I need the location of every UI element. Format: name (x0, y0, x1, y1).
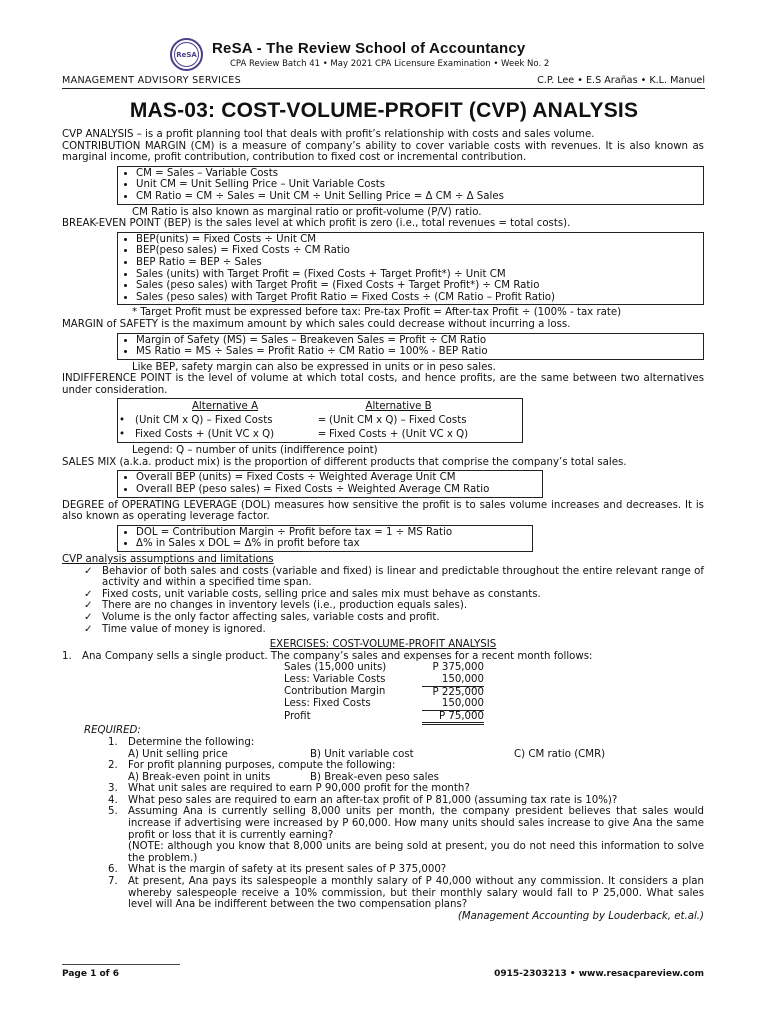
list-item: ✓ Volume is the only factor affecting sales, variable costs and profit. (84, 612, 704, 624)
required-item: What peso sales are required to earn an after-tax profit of P 81,000 (assuming tax rate is 10%)? (128, 794, 618, 806)
table-cell: (Unit CM x Q) – Fixed Costs (329, 415, 467, 427)
source-citation: (Management Accounting by Louderback, et.al.) (457, 910, 704, 922)
list-item: ✓ Fixed costs, unit variable costs, selling price and sales mix must behave as constants. (84, 589, 704, 601)
assumptions-list (62, 566, 704, 636)
question-1 (62, 651, 704, 663)
statement-value: 150,000 (422, 674, 484, 686)
statement-label: Less: Fixed Costs (284, 698, 371, 710)
assumptions-heading: CVP analysis assumptions and limitations (62, 554, 274, 565)
statement-label: Sales (15,000 units) (284, 662, 387, 674)
cm-definition: CONTRIBUTION MARGIN (CM) is a measure of company’s ability to cover variable costs with revenues. It is also known as marginal income, profit contribution, contribution to fixed cost or incremental contribution. (62, 140, 704, 164)
table-cell: Fixed Costs + (Unit VC x Q) (329, 428, 469, 440)
formula-item: • Sales (peso sales) with Target Profit = (Fixed Costs + Target Profit*) ÷ CM Ratio (136, 280, 699, 292)
statement-value: P 75,000 (422, 710, 484, 724)
formula-item: • Overall BEP (peso sales) = Fixed Costs ÷ Weighted Average CM Ratio (136, 484, 538, 496)
logo-text: ReSA (174, 42, 199, 67)
ip-table: Alternative A Alternative B • (Unit CM x Q) – Fixed Costs = (Unit CM x Q) – Fixed Costs • Fixed Costs + (Unit VC x Q) = Fixed Costs + (Unit VC x Q) (119, 401, 469, 440)
page-title: MAS-03: COST-VOLUME-PROFIT (CVP) ANALYSIS (129, 99, 639, 122)
formula-item: • CM Ratio = CM ÷ Sales = Unit CM ÷ Unit Selling Price = Δ CM ÷ Δ Sales (136, 191, 699, 203)
option: B) Break-even peso sales (310, 771, 439, 783)
col-header: Alternative A (191, 401, 259, 413)
statement-label: Profit (284, 711, 311, 723)
required-item: What unit sales are required to earn P 90,000 profit for the month? (128, 783, 470, 795)
exercises-heading: EXERCISES: COST-VOLUME-PROFIT ANALYSIS (269, 639, 497, 651)
formula-item: • Unit CM = Unit Selling Price – Unit Variable Costs (136, 179, 699, 191)
required-note: (NOTE: although you know that 8,000 units are being sold at present, you do not need this information to solve the problem.) (128, 841, 704, 864)
content (62, 129, 704, 922)
option: C) CM ratio (CMR) (514, 748, 606, 760)
formula-item: • CM = Sales – Variable Costs (136, 168, 699, 180)
option: A) Break-even point in units (128, 771, 271, 783)
option: A) Unit selling price (128, 748, 228, 760)
bep-note: * Target Profit must be expressed before tax: Pre-tax Profit = After-tax Profit ÷ (100% - tax rate) (132, 307, 622, 319)
ip-definition: INDIFFERENCE POINT is the level of volume at which total costs, and hence profits, are the same between two alternatives under consideration. (62, 373, 704, 396)
col-header: Alternative B (365, 401, 432, 413)
options-row (128, 749, 704, 761)
option: B) Unit variable cost (310, 748, 414, 760)
bep-formula-box (117, 232, 704, 306)
formula-item: • Overall BEP (units) = Fixed Costs ÷ Weighted Average Unit CM (136, 472, 538, 484)
table-cell: (Unit CM x Q) – Fixed Costs (135, 415, 273, 427)
dol-formula-box (117, 525, 533, 552)
header-rule (62, 88, 705, 89)
sm-definition: SALES MIX (a.k.a. product mix) is the proportion of different products that comprise the company’s total sales. (62, 456, 627, 468)
statement-value: P 375,000 (432, 662, 484, 674)
dol-definition: DEGREE of OPERATING LEVERAGE (DOL) measures how sensitive the profit is to sales volume increases and decreases. It is also known as operating leverage factor. (62, 499, 704, 523)
list-item: ✓ Time value of money is ignored. (84, 624, 704, 636)
authors: C.P. Lee • E.S Arañas • K.L. Manuel (537, 75, 705, 86)
question-text: Ana Company sells a single product. The company’s sales and expenses for a recent month follows: (82, 650, 593, 662)
formula-item: • BEP(peso sales) = Fixed Costs ÷ CM Ratio (136, 245, 699, 257)
mos-definition: MARGIN of SAFETY is the maximum amount by which sales could decrease without incurring a loss. (62, 318, 571, 330)
mos-formula-box (117, 333, 704, 360)
cm-note: CM Ratio is also known as marginal ratio or profit-volume (P/V) ratio. (132, 206, 482, 218)
page-number: Page 1 of 6 (62, 969, 119, 979)
statement-value: 150,000 (422, 698, 484, 710)
list-item: ✓ Behavior of both sales and costs (variable and fixed) is linear and predictable throughout the entire relevant range of activity and within a specified time span. (84, 566, 704, 589)
school-name: ReSA - The Review School of Accountancy (212, 40, 526, 57)
formula-item: • Margin of Safety (MS) = Sales – Breakeven Sales = Profit ÷ CM Ratio (136, 335, 699, 347)
bep-definition: BREAK-EVEN POINT (BEP) is the sales level at which profit is zero (i.e., total revenues = total costs). (62, 218, 571, 230)
required-item: For profit planning purposes, compute the following: (128, 760, 396, 772)
formula-item: • DOL = Contribution Margin ÷ Profit before tax = 1 ÷ MS Ratio (136, 527, 528, 539)
sm-formula-box (117, 470, 543, 497)
ip-formula-box (117, 398, 523, 443)
formula-item: • BEP(units) = Fixed Costs ÷ Unit CM (136, 234, 699, 246)
list-item: ✓ There are no changes in inventory levels (i.e., production equals sales). (84, 600, 704, 612)
required-item: What is the margin of safety at its present sales of P 375,000? (128, 864, 447, 876)
cvp-definition: CVP ANALYSIS – is a profit planning tool that deals with profit’s relationship with costs and sales volume. (62, 129, 595, 140)
income-statement (284, 662, 484, 725)
statement-value: P 225,000 (432, 686, 484, 698)
formula-item: • BEP Ratio = BEP ÷ Sales (136, 257, 699, 269)
contact-info: 0915-2303213 • www.resacpareview.com (494, 969, 704, 979)
batch-line: CPA Review Batch 41 • May 2021 CPA Licensure Examination • Week No. 2 (230, 59, 550, 69)
formula-item: • Sales (units) with Target Profit = (Fixed Costs + Target Profit*) ÷ Unit CM (136, 269, 699, 281)
statement-label: Less: Variable Costs (284, 674, 386, 686)
resa-logo (170, 38, 203, 71)
ip-legend: Legend: Q – number of units (indifference point) (132, 445, 378, 457)
required-item: At present, Ana pays its salespeople a monthly salary of P 40,000 without any commission. It considers a plan whereby salespeople receive a 10% commission, but their monthly salary would fall to P 25,000. What sales level will Ana be indifferent between the two compensation plans? (128, 876, 704, 911)
formula-item: • MS Ratio = MS ÷ Sales = Profit Ratio ÷ CM Ratio = 100% - BEP Ratio (136, 346, 699, 358)
table-cell: Fixed Costs + (Unit VC x Q) (135, 428, 275, 440)
required-list: 1. Determine the following: A) Unit selling price B) Unit variable cost C) CM ratio (CMR) 2. For profit planning purposes, compute the following: A) Break-even point in units B) Break-even peso sales 3. What unit sales are required to earn P 90,000 profit for the month? 4. What peso sales are required to earn an after-tax profit of P 81,000 (assuming tax rate is 10%)? 5. Assuming Ana is currently selling 8,000 units per month, the company president believes that sales would increase if advertising were increased by P 60,000. How many units should sales increase to give Ana the same profit or loss that it is currently earning? (NOTE: although you know that 8,000 units are being sold at present, you do not need this information to solve the problem.) 6. What is the margin of safety at its present sales of P 375,000? 7. At present, Ana pays its salespeople a monthly salary of P 40,000 without any commission. It considers a plan whereby salespeople receive a 10% commission, but their monthly salary would fall to P 25,000. What sales level will Ana be indifferent between the two compensation plans? (Management Accounting by Louderback, et.al.) (108, 736, 704, 922)
required-label: REQUIRED: (84, 725, 141, 737)
question-number: 1. (62, 650, 72, 662)
footer-rule (62, 964, 180, 965)
required-item: Assuming Ana is currently selling 8,000 units per month, the company president believes that sales would increase if advertising were increased by P 60,000. How many units should sales increase to give Ana the same profit or loss that it is currently earning? (128, 806, 704, 841)
required-item: Determine the following: (128, 736, 255, 748)
formula-item: • Sales (peso sales) with Target Profit Ratio = Fixed Costs ÷ (CM Ratio – Profit Ratio) (136, 292, 699, 304)
options-row (128, 772, 704, 784)
mos-note: Like BEP, safety margin can also be expressed in units or in peso sales. (132, 361, 496, 373)
formula-item: • Δ% in Sales x DOL = Δ% in profit before tax (136, 538, 528, 550)
statement-label: Contribution Margin (284, 686, 386, 698)
cm-formula-box (117, 166, 704, 205)
course-name: MANAGEMENT ADVISORY SERVICES (62, 75, 242, 86)
